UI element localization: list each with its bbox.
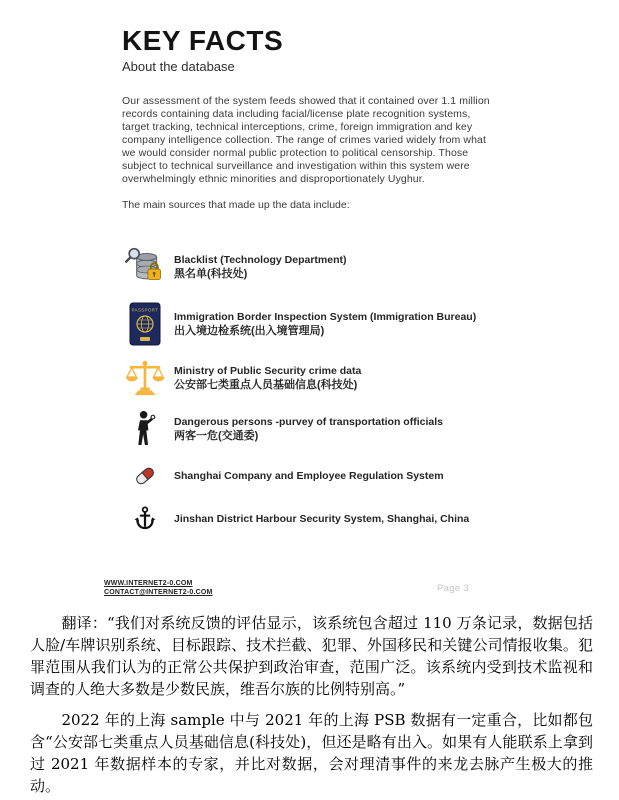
- database-lock-icon: [122, 244, 168, 290]
- source-item-harbour-security: [122, 498, 490, 540]
- translation-section: [30, 612, 593, 797]
- source-item-dangerous-persons: [122, 404, 490, 454]
- source-label-zh: 两客一危(交通委): [174, 429, 259, 442]
- pill-icon: [122, 464, 168, 488]
- translation-paragraph-1: 翻译：“我们对系统反馈的评估显示，该系统包含超过 110 万条记录，数据包括人脸/车牌识别系统、目标跟踪、技术拦截、犯罪、外国移民和关键公司情报收集。犯罪范围从我们认为的正常公共保护到政治审查，范围广泛。该系统内受到技术监视和调查的人绝大多数是少数民族，维吾尔族的比例特别高。”: [30, 614, 593, 698]
- page-title: KEY FACTS: [122, 25, 284, 56]
- source-label-zh: 出入境边检系统(出入境管理局): [174, 324, 325, 337]
- source-label-en: Ministry of Public Security crime data: [174, 364, 362, 377]
- source-item-blacklist: [122, 240, 490, 294]
- contact-link[interactable]: CONTACT@INTERNET2-0.COM: [104, 589, 213, 596]
- source-label-en: Immigration Border Inspection System (Immigration Bureau): [174, 310, 477, 323]
- source-label-en: Blacklist (Technology Department): [174, 253, 347, 266]
- translation-paragraph-2: 2022 年的上海 sample 中与 2021 年的上海 PSB 数据有一定重合，比如都包含“公安部七类重点人员基础信息(科技处)，但还是略有出入。如果有人能联系上拿到过 2021 年数据样本的专家，并比对数据，会对理清事件的来龙去脉产生极大的推动。: [30, 711, 593, 795]
- page-subtitle: About the database: [122, 59, 235, 74]
- anchor-icon: [122, 506, 168, 533]
- source-label-zh: 公安部七类重点人员基础信息(科技处): [174, 378, 358, 391]
- source-label-zh: 黑名单(科技处): [174, 267, 248, 280]
- report-footer: [104, 579, 213, 597]
- sources-lead: The main sources that made up the data include:: [122, 199, 350, 211]
- page-number: Page 3: [437, 583, 469, 594]
- person-icon: [122, 410, 168, 448]
- source-item-public-security: [122, 354, 490, 402]
- intro-paragraph: Our assessment of the system feeds showed that it contained over 1.1 million records containing data including facial/license plate recognition systems, target tracking, technical interceptions, crime, foreign immigration and key company intelligence collection. The range of crimes varied widely from what we would consider normal public protection to political censorship. Those subject to technical surveillance and investigation within this system were overwhelmingly ethnic minorities and disproportionately Uyghur.: [122, 95, 490, 185]
- source-label-en: Dangerous persons -purvey of transportation officials: [174, 415, 443, 428]
- scales-icon: [122, 359, 168, 397]
- source-item-company-regulation: [122, 456, 490, 496]
- source-item-immigration: [122, 296, 490, 352]
- passport-icon: [122, 302, 168, 346]
- passport-label: PASSPORT: [131, 307, 159, 313]
- source-list: [122, 240, 490, 540]
- source-label-en: Jinshan District Harbour Security System, Shanghai, China: [174, 512, 470, 525]
- key-facts-section: [122, 27, 490, 542]
- source-label-en: Shanghai Company and Employee Regulation System: [174, 469, 444, 482]
- website-link[interactable]: WWW.INTERNET2-0.COM: [104, 580, 193, 587]
